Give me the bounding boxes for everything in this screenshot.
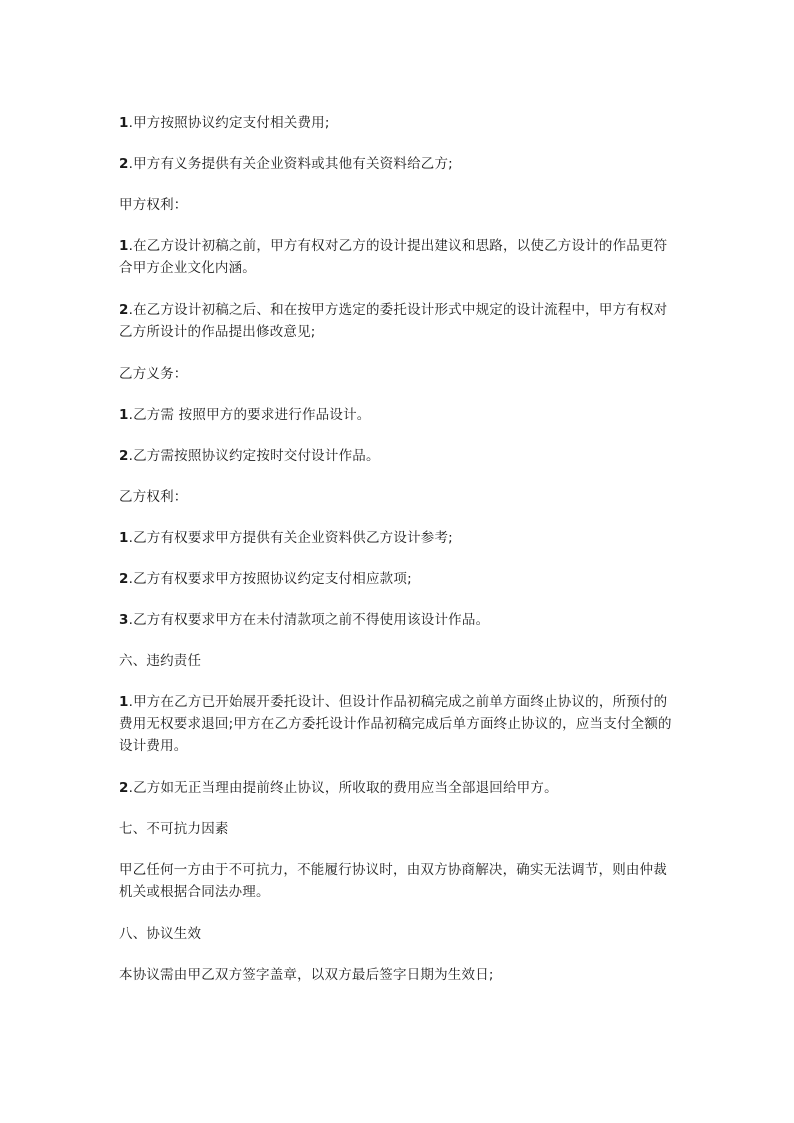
paragraph <box>119 404 679 426</box>
paragraph-text: .甲方有义务提供有关企业资料或其他有关资料给乙方; <box>128 156 453 172</box>
paragraph <box>119 527 679 549</box>
item-number: 3 <box>119 612 129 628</box>
section-heading <box>119 818 679 840</box>
item-number: 2 <box>119 571 129 587</box>
paragraph-text: .在乙方设计初稿之后、和在按甲方选定的委托设计形式中规定的设计流程中，甲方有权对乙方所设计的作品提出修改意见; <box>119 302 668 340</box>
heading-text: 乙方权利： <box>119 489 188 505</box>
paragraph-text: .乙方如无正当理由提前终止协议，所收取的费用应当全部退回给甲方。 <box>128 780 558 796</box>
heading-text: 甲方权利： <box>119 197 188 213</box>
paragraph <box>119 299 679 343</box>
paragraph-text: .在乙方设计初稿之前，甲方有权对乙方的设计提出建议和思路，以使乙方设计的作品更符合甲方企业文化内涵。 <box>119 238 668 276</box>
paragraph <box>119 153 679 175</box>
item-number: 1 <box>119 115 129 131</box>
paragraph <box>119 445 679 467</box>
paragraph <box>119 859 679 903</box>
paragraph-text: .乙方有权要求甲方在未付清款项之前不得使用该设计作品。 <box>128 612 490 628</box>
paragraph-text: 本协议需由甲乙双方签字盖章，以双方最后签字日期为生效日; <box>119 967 494 983</box>
section-heading <box>119 194 679 216</box>
item-number: 1 <box>119 238 129 254</box>
item-number: 1 <box>119 694 129 710</box>
item-number: 1 <box>119 407 129 423</box>
section-heading <box>119 923 679 945</box>
paragraph-text: .甲方在乙方已开始展开委托设计、但设计作品初稿完成之前单方面终止协议的，所预付的费用无权要求退回;甲方在乙方委托设计作品初稿完成后单方面终止协议的，应当支付全额的设计费用。 <box>119 694 672 754</box>
paragraph-text: .乙方有权要求甲方提供有关企业资料供乙方设计参考; <box>128 530 453 546</box>
paragraph <box>119 777 679 799</box>
paragraph-text: .乙方需 按照甲方的要求进行作品设计。 <box>128 407 371 423</box>
paragraph <box>119 609 679 631</box>
section-heading <box>119 650 679 672</box>
document-page <box>119 112 679 1005</box>
paragraph <box>119 568 679 590</box>
heading-text: 乙方义务： <box>119 366 188 382</box>
paragraph <box>119 691 679 757</box>
item-number: 2 <box>119 302 129 318</box>
item-number: 2 <box>119 156 129 172</box>
paragraph <box>119 235 679 279</box>
section-heading <box>119 363 679 385</box>
heading-text: 六、违约责任 <box>119 653 202 669</box>
heading-text: 七、不可抗力因素 <box>119 821 229 837</box>
paragraph <box>119 964 679 986</box>
item-number: 2 <box>119 448 129 464</box>
item-number: 2 <box>119 780 129 796</box>
paragraph <box>119 112 679 134</box>
heading-text: 八、协议生效 <box>119 926 202 942</box>
section-heading <box>119 486 679 508</box>
item-number: 1 <box>119 530 129 546</box>
paragraph-text: .甲方按照协议约定支付相关费用; <box>128 115 330 131</box>
paragraph-text: .乙方需按照协议约定按时交付设计作品。 <box>128 448 380 464</box>
paragraph-text: 甲乙任何一方由于不可抗力，不能履行协议时，由双方协商解决，确实无法调节，则由仲裁机关或根据合同法办理。 <box>119 862 667 900</box>
paragraph-text: .乙方有权要求甲方按照协议约定支付相应款项; <box>128 571 412 587</box>
